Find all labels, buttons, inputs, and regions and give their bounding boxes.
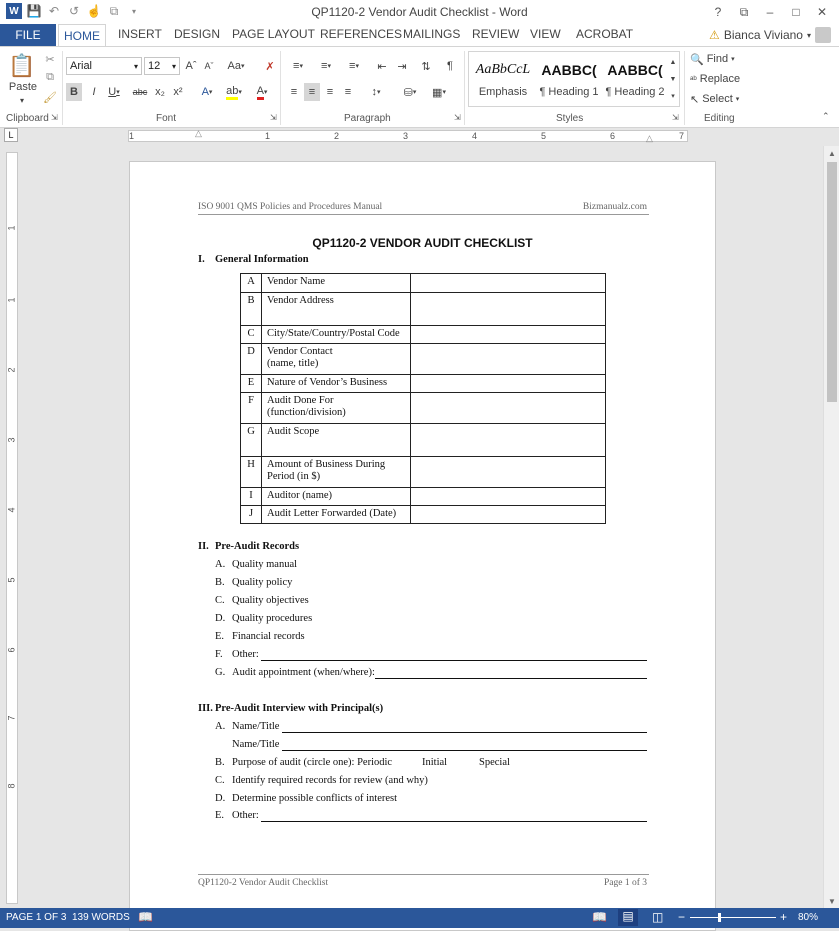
table-row — [241, 375, 606, 393]
divider — [62, 51, 63, 125]
binoculars-icon: 🔍 — [690, 53, 704, 66]
list-text: Determine possible conflicts of interest — [232, 793, 398, 804]
proofing-icon[interactable]: 📖 — [138, 910, 153, 924]
row-label-line2: (function/division) — [267, 407, 346, 418]
multilevel-list-icon[interactable]: ≡ ▾ — [349, 60, 359, 72]
clipboard-group-label: Clipboard — [6, 113, 49, 124]
window-title: QP1120-2 Vendor Audit Checklist - Word — [311, 5, 528, 19]
zoom-slider[interactable] — [690, 917, 776, 918]
styles-gallery — [468, 51, 680, 107]
row-value-cell[interactable] — [411, 424, 606, 457]
row-label: City/State/Country/Postal Code — [262, 326, 411, 344]
show-formatting-icon[interactable]: ¶ — [447, 60, 453, 72]
chevron-down-icon[interactable]: ▾ — [171, 61, 176, 71]
change-case-button[interactable] — [224, 57, 248, 75]
scroll-up-icon[interactable]: ▲ — [828, 148, 836, 158]
maximize-button[interactable]: □ — [792, 5, 800, 19]
fill-in-line[interactable] — [261, 660, 647, 661]
row-label — [262, 344, 411, 375]
divider — [464, 51, 465, 125]
fill-in-line[interactable] — [375, 678, 647, 679]
ruler-mark: 4 — [472, 131, 478, 141]
list-letter: B. — [215, 577, 225, 588]
ruler-mark: 1 — [265, 131, 271, 141]
undo-icon[interactable]: ↶ — [48, 4, 60, 18]
bold-button[interactable]: B — [66, 83, 82, 101]
list-letter: G. — [215, 667, 226, 678]
ruler-area — [0, 128, 839, 144]
table-row — [241, 424, 606, 457]
scroll-thumb[interactable] — [827, 162, 837, 402]
select-label: Select — [702, 93, 733, 105]
ruler-mark: 5 — [6, 577, 17, 583]
style-sample: AABBC( — [607, 62, 663, 78]
copy-format-icon[interactable]: ⧉ — [109, 3, 119, 18]
row-value-cell[interactable] — [411, 457, 606, 488]
replace-label: Replace — [699, 73, 741, 85]
list-text: Quality procedures — [232, 613, 313, 624]
styles-group-label: Styles — [556, 113, 584, 124]
font-size-field[interactable] — [144, 57, 180, 75]
chevron-down-icon[interactable]: ▾ — [133, 61, 138, 71]
list-text: Quality policy — [232, 577, 293, 588]
user-name: Bianca Viviano — [723, 28, 803, 42]
status-bar — [0, 908, 839, 928]
editing-group-label: Editing — [704, 113, 735, 124]
row-letter: H — [241, 457, 262, 488]
collapse-ribbon-icon[interactable]: ⌃ — [822, 111, 830, 121]
row-label-line1: Audit Done For — [267, 395, 334, 406]
row-letter: J — [241, 506, 262, 524]
styles-scroll-up-icon[interactable]: ▲ — [669, 58, 677, 66]
purpose-option[interactable]: Special — [479, 757, 510, 768]
tab-acrobat[interactable]: ACROBAT — [576, 27, 634, 41]
list-letter: F. — [215, 649, 223, 660]
zoom-in-icon[interactable]: + — [780, 910, 788, 924]
row-label — [262, 393, 411, 424]
list-letter: E. — [215, 810, 225, 821]
font-launcher-icon[interactable]: ⇲ — [270, 113, 277, 122]
row-label-line1: Vendor Contact — [267, 346, 333, 357]
section-heading — [198, 703, 383, 714]
find-button[interactable] — [690, 51, 735, 67]
change-case-label: Aa — [227, 60, 241, 72]
increase-indent-icon[interactable]: ⇥ — [397, 60, 407, 73]
chevron-down-icon: ▾ — [806, 30, 811, 40]
paste-icon[interactable]: 📋 — [8, 53, 36, 78]
list-text: Audit appointment (when/where): — [232, 667, 375, 678]
table-row — [241, 274, 606, 293]
row-letter: G — [241, 424, 262, 457]
style-name: Emphasis — [478, 86, 528, 98]
clipboard-launcher-icon[interactable]: ⇲ — [51, 113, 58, 122]
align-left-icon[interactable]: ≡ — [290, 86, 298, 98]
cursor-icon: ↖ — [690, 93, 700, 106]
fill-in-line[interactable] — [261, 821, 647, 822]
row-value-cell[interactable] — [411, 293, 606, 326]
document-page[interactable] — [129, 161, 716, 931]
ruler-mark: 3 — [6, 437, 17, 443]
tab-view[interactable]: VIEW — [530, 27, 561, 41]
style-sample: AABBC( — [541, 62, 597, 78]
row-label: Auditor (name) — [262, 488, 411, 506]
row-label: Nature of Vendor’s Business — [262, 375, 411, 393]
tab-home[interactable]: HOME — [58, 24, 106, 47]
ruler-mark: 1 — [6, 225, 17, 231]
replace-button[interactable] — [690, 71, 740, 87]
ruler-mark: 2 — [334, 131, 340, 141]
section-title: Pre-Audit Records — [215, 541, 300, 552]
style-heading-2[interactable] — [603, 52, 667, 106]
avatar — [815, 27, 831, 43]
select-button[interactable] — [690, 91, 739, 107]
chevron-down-icon: ▾ — [731, 56, 735, 63]
divider — [280, 51, 281, 125]
clear-formatting-icon[interactable]: ✗ — [265, 60, 275, 73]
list-text: Name/Title — [232, 721, 280, 732]
row-label-line2: (name, title) — [267, 358, 319, 369]
ruler-mark: 5 — [541, 131, 547, 141]
cut-icon[interactable]: ✂ — [45, 53, 55, 66]
row-letter: B — [241, 293, 262, 326]
divider — [684, 51, 685, 125]
ruler-mark: 8 — [6, 783, 17, 789]
row-value-cell[interactable] — [411, 506, 606, 524]
tab-mailings[interactable]: MAILINGS — [403, 27, 461, 41]
tab-design[interactable]: DESIGN — [174, 27, 221, 41]
list-text: Quality manual — [232, 559, 298, 570]
row-label: Audit Letter Forwarded (Date) — [262, 506, 411, 524]
list-item — [215, 757, 392, 768]
grow-font-icon[interactable]: Aˆ — [185, 60, 197, 72]
row-label-line2: Period (in $) — [267, 471, 321, 482]
bullets-icon[interactable]: ≡ ▾ — [293, 60, 303, 72]
ribbon-display-button[interactable]: ⧉ — [739, 4, 749, 19]
page-count[interactable]: PAGE 1 OF 3 — [6, 912, 67, 923]
shrink-font-icon[interactable]: Aˇ — [204, 61, 214, 71]
ruler-mark: 1 — [129, 131, 135, 141]
word-count[interactable]: 139 WORDS — [72, 912, 130, 923]
list-letter: C. — [215, 595, 225, 606]
document-title: QP1120-2 VENDOR AUDIT CHECKLIST — [312, 236, 533, 250]
ribbon — [0, 46, 839, 128]
style-name: ¶ Heading 1 — [539, 86, 599, 98]
font-color-icon[interactable]: A ▾ — [250, 83, 274, 101]
list-item — [215, 667, 375, 678]
shading-icon[interactable]: ⛁ ▾ — [403, 86, 417, 99]
indent-marker-icon[interactable]: △ — [195, 128, 202, 138]
list-letter: B. — [215, 757, 225, 768]
row-letter: E — [241, 375, 262, 393]
list-text: Financial records — [232, 631, 305, 642]
section-number: I. — [198, 254, 205, 265]
tab-selector[interactable]: L — [4, 128, 18, 142]
list-item — [215, 595, 309, 606]
row-value-cell[interactable] — [411, 393, 606, 424]
table-row — [241, 344, 606, 375]
replace-icon: ᵃᵇ — [690, 74, 697, 84]
list-text: Purpose of audit (circle one): Periodic — [232, 757, 393, 768]
list-item — [215, 631, 305, 642]
list-letter: A. — [215, 721, 226, 732]
font-name-field[interactable] — [66, 57, 142, 75]
decrease-indent-icon[interactable]: ⇤ — [377, 60, 387, 73]
find-label: Find — [706, 53, 729, 65]
align-center-icon[interactable]: ≡ — [304, 83, 320, 101]
fill-in-line[interactable] — [282, 750, 647, 751]
vertical-ruler[interactable] — [6, 152, 18, 904]
close-button[interactable]: ✕ — [816, 5, 828, 19]
web-layout-icon[interactable]: ◫ — [652, 910, 664, 924]
tab-page-layout[interactable]: PAGE LAYOUT — [232, 27, 315, 41]
style-emphasis[interactable] — [471, 52, 535, 106]
borders-icon[interactable]: ▦ ▾ — [432, 86, 446, 99]
row-value-cell[interactable] — [411, 274, 606, 293]
help-button[interactable]: ? — [714, 5, 722, 19]
list-item — [215, 613, 312, 624]
paste-button[interactable]: Paste — [8, 81, 38, 93]
section-number: II. — [198, 541, 209, 552]
tab-insert[interactable]: INSERT — [118, 27, 162, 41]
list-letter: D. — [215, 793, 226, 804]
font-group-label: Font — [156, 113, 177, 124]
section-title: General Information — [215, 254, 309, 265]
word-app-icon[interactable]: W — [6, 3, 22, 19]
horizontal-ruler[interactable] — [128, 130, 688, 142]
scroll-down-icon[interactable]: ▼ — [828, 896, 836, 906]
footer-right: Page 1 of 3 — [603, 878, 647, 888]
save-icon[interactable]: 💾 — [26, 4, 42, 18]
ruler-mark: 7 — [6, 715, 17, 721]
tab-review[interactable]: REVIEW — [472, 27, 520, 41]
align-right-icon[interactable]: ≡ — [326, 86, 334, 98]
table-row — [241, 326, 606, 344]
touch-mode-icon[interactable]: ☝ — [86, 4, 102, 18]
tab-file[interactable]: FILE — [0, 24, 56, 46]
zoom-out-icon[interactable]: − — [678, 910, 686, 924]
minimize-button[interactable]: – — [766, 5, 774, 19]
print-layout-icon[interactable]: ▤ — [618, 909, 638, 926]
highlight-icon[interactable]: ab ▾ — [222, 83, 246, 101]
header-rule — [198, 214, 649, 215]
read-mode-icon[interactable]: 📖 — [592, 910, 607, 924]
ribbon-tab-bar — [0, 24, 839, 46]
paragraph-launcher-icon[interactable]: ⇲ — [454, 113, 461, 122]
font-name-value: Arial — [70, 60, 93, 72]
list-letter: D. — [215, 613, 226, 624]
row-value-cell[interactable] — [411, 375, 606, 393]
style-name: ¶ Heading 2 — [605, 86, 665, 98]
ruler-mark: 7 — [679, 131, 685, 141]
table-row — [241, 506, 606, 524]
header-left: ISO 9001 QMS Policies and Procedures Manual — [198, 202, 383, 212]
ruler-mark: 2 — [6, 367, 17, 373]
list-item — [215, 810, 259, 821]
ruler-mark: 6 — [610, 131, 616, 141]
list-item — [215, 793, 397, 804]
row-label-line1: Amount of Business During — [267, 459, 386, 470]
list-letter: E. — [215, 631, 225, 642]
text-effects-icon[interactable]: A ▾ — [201, 86, 213, 98]
zoom-slider-thumb[interactable] — [718, 913, 721, 922]
list-text: Other: — [232, 810, 259, 821]
table-row — [241, 393, 606, 424]
window-controls — [705, 2, 835, 22]
row-letter: C — [241, 326, 262, 344]
general-info-table — [240, 273, 606, 524]
styles-launcher-icon[interactable]: ⇲ — [672, 113, 679, 122]
row-letter: A — [241, 274, 262, 293]
format-painter-icon[interactable]: 🖌 — [43, 91, 57, 104]
row-label: Vendor Address — [262, 293, 411, 326]
row-value-cell[interactable] — [411, 488, 606, 506]
vertical-scrollbar[interactable] — [823, 146, 839, 908]
fill-in-line[interactable] — [282, 732, 647, 733]
section-number: III. — [198, 703, 213, 714]
ruler-mark: 1 — [6, 297, 17, 303]
table-row — [241, 488, 606, 506]
ruler-mark: 3 — [403, 131, 409, 141]
list-item — [215, 775, 428, 786]
purpose-option[interactable]: Initial — [422, 757, 448, 768]
styles-scroll-down-icon[interactable]: ▼ — [669, 75, 677, 83]
list-letter: A. — [215, 559, 226, 570]
row-letter: D — [241, 344, 262, 375]
customize-qat-icon[interactable]: ▾ — [131, 6, 136, 16]
list-letter: C. — [215, 775, 225, 786]
right-indent-marker-icon[interactable]: △ — [646, 133, 653, 143]
sort-icon[interactable]: ⇅ — [421, 60, 431, 73]
section-heading — [198, 541, 299, 552]
chevron-down-icon: ▾ — [240, 63, 245, 70]
list-text: Name/Title — [232, 739, 280, 750]
list-item — [215, 559, 297, 570]
row-label: Audit Scope — [262, 424, 411, 457]
list-item — [215, 577, 292, 588]
font-size-value: 12 — [148, 60, 161, 72]
section-heading — [198, 254, 309, 265]
footer-rule — [198, 874, 649, 875]
list-item — [215, 649, 259, 660]
header-right: Bizmanualz.com — [582, 202, 647, 212]
list-item — [215, 739, 279, 750]
row-value-cell[interactable] — [411, 326, 606, 344]
row-letter: I — [241, 488, 262, 506]
row-letter: F — [241, 393, 262, 424]
line-spacing-icon[interactable]: ↕ ▾ — [371, 86, 381, 98]
redo-icon[interactable]: ↺ — [68, 4, 80, 18]
subscript-button[interactable]: x₂ — [155, 86, 165, 98]
table-row — [241, 457, 606, 488]
list-text: Quality objectives — [232, 595, 309, 606]
footer-left: QP1120-2 Vendor Audit Checklist — [198, 878, 329, 888]
section-title: Pre-Audit Interview with Principal(s) — [215, 703, 384, 714]
list-text: Identify required records for review (and why) — [232, 775, 428, 786]
paragraph-group-label: Paragraph — [344, 113, 391, 124]
underline-button[interactable]: U ▾ — [108, 86, 120, 98]
superscript-button[interactable]: x² — [173, 86, 183, 98]
chevron-down-icon: ▾ — [735, 96, 740, 103]
user-account[interactable] — [709, 27, 831, 43]
list-item — [215, 721, 279, 732]
styles-more-icon[interactable]: ▾ — [671, 93, 675, 100]
title-bar — [0, 0, 839, 24]
paste-dropdown-icon[interactable]: ▾ — [19, 95, 24, 105]
strikethrough-button[interactable]: abc — [132, 87, 148, 97]
row-value-cell[interactable] — [411, 344, 606, 375]
numbering-icon[interactable]: ≡ ▾ — [321, 60, 331, 72]
row-label — [262, 457, 411, 488]
table-row — [241, 293, 606, 326]
ruler-mark: 4 — [6, 507, 17, 513]
zoom-level[interactable]: 80% — [798, 912, 819, 923]
justify-icon[interactable]: ≡ — [344, 86, 352, 98]
tab-references[interactable]: REFERENCES — [320, 27, 403, 41]
ruler-mark: 6 — [6, 647, 17, 653]
italic-button[interactable]: I — [92, 86, 96, 98]
warning-icon: ⚠ — [709, 28, 720, 42]
copy-icon[interactable]: ⧉ — [46, 70, 54, 83]
list-text: Other: — [232, 649, 259, 660]
row-label: Vendor Name — [262, 274, 411, 293]
style-heading-1[interactable] — [537, 52, 601, 106]
style-sample: AaBbCcL — [475, 62, 531, 77]
